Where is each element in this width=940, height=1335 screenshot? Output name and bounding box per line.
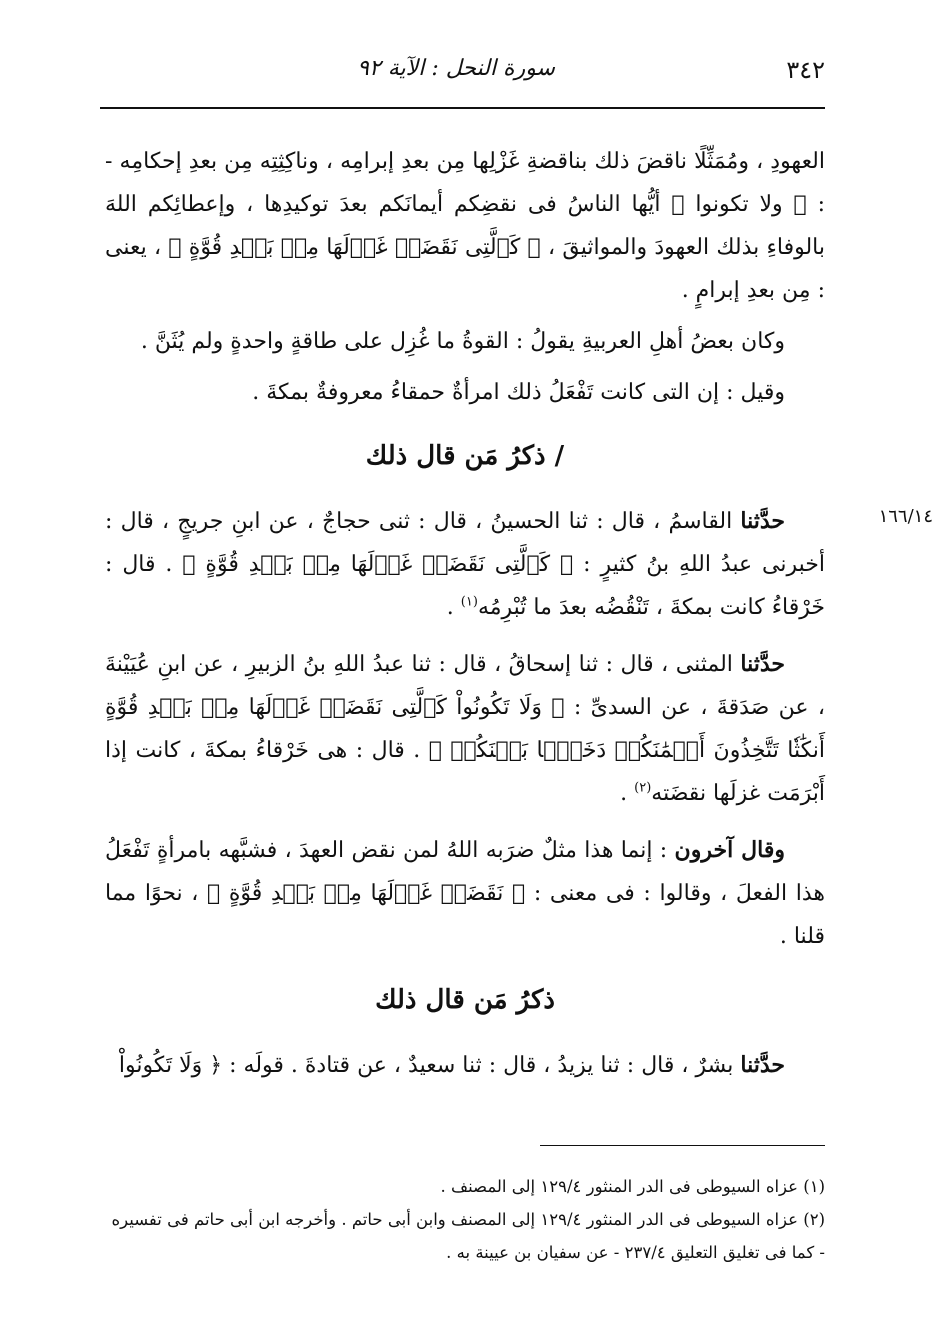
footnotes (105, 1170, 825, 1269)
paragraph-7 (105, 1044, 825, 1087)
paragraph-6-text: : إنما هذا مثلٌ ضرَبه اللهُ لمن نقض العهدَ ، فشبَّهه بامرأةٍ تَفْعَلُ هذا الفعلَ ، وقالوا : فى معنى : ﴿ نَقَضَتۡ غَزۡلَهَا مِنۢ بَعۡدِ قُوَّةٍ ﴾ ، نحوًا مما قلنا . (105, 838, 825, 949)
paragraph-7-lead: حدَّثنا (740, 1052, 785, 1078)
paragraph-5-end: . (620, 781, 635, 806)
margin-reference: ١٦٦/١٤ (878, 506, 933, 527)
paragraph-7-text: بشرٌ ، قال : ثنا يزيدُ ، قال : ثنا سعيدٌ ، عن قتادةَ . قولَه : ﴿ وَلَا تَكُونُواْ (118, 1053, 741, 1078)
running-title: سورة النحل : الآية ٩٢ (357, 56, 555, 81)
paragraph-4-lead: حدَّثنا (740, 508, 785, 534)
paragraph-6-lead: وقال آخرون (674, 837, 785, 863)
paragraph-1: العهودِ ، ومُمَثِّلًا ناقضَ ذلك بناقضةِ غَزْلِها مِن بعدِ إبرامِه ، وناكِثِتِه مِن بعدِ إحكامِه - : ﴿ ولا تكونوا ﴾ أيُّها الناسُ فى نقضِكم أيمانَكم بعدَ توكيدِها ، وإعطائِكم اللهَ بالوفاءِ بذلك العهودَ والمواثيقَ ، ﴿ كَٱلَّتِى نَقَضَتۡ غَزۡلَهَا مِنۢ بَعۡدِ قُوَّةٍ ﴾ ، يعنى : مِن بعدِ إبرامٍ . (105, 149, 825, 303)
page-number: ٣٤٢ (786, 56, 825, 84)
paragraph-4-text: القاسمُ ، قال : ثنا الحسينُ ، قال : ثنى حجاجٌ ، عن ابنِ جريجٍ ، قال : أخبرنى عبدُ اللهِ بنُ كثيرٍ : ﴿ كَٱلَّتِى نَقَضَتۡ غَزۡلَهَا مِنۢ بَعۡدِ قُوَّةٍ ﴾ . قال : خَرْقاءُ كانت بمكةَ ، تَنْقُضُه بعدَ ما تُبْرِمُه (105, 509, 825, 620)
section-heading-1: / ذكرُ مَن قال ذلك (365, 441, 565, 471)
footnote-2: (٢) عزاه السيوطى فى الدر المنثور ١٢٩/٤ إلى المصنف وابن أبى حاتم . وأخرجه ابن أبى حاتم فى تفسيره - كما فى تغليق التعليق ٢٣٧/٤ - عن سفيان بن عيينة به . (111, 1210, 825, 1262)
paragraph-5-text: المثنى ، قال : ثنا إسحاقُ ، قال : ثنا عبدُ اللهِ بنُ الزبيرِ ، عن ابنِ عُيَيْنةَ ، عن صَدَقةَ ، عن السدىِّ : ﴿ وَلَا تَكُونُواْ كَٱلَّتِى نَقَضَتۡ غَزۡلَهَا مِنۢ بَعۡدِ قُوَّةٍ أَنكَٰثٗا تَتَّخِذُونَ أَيۡمَٰنَكُمۡ دَخَلَۢا بَيۡنَكُمۡ ﴾ . قال : هى خَرْقاءُ بمكةَ ، كانت إذا أَبْرَمَت غزلَها نقضَته (105, 652, 825, 806)
footnote-1: (١) عزاه السيوطى فى الدر المنثور ١٢٩/٤ إلى المصنف . (440, 1177, 825, 1196)
footnote-marker-1: (١) (460, 594, 478, 610)
running-header (100, 52, 825, 92)
footnote-rule (540, 1145, 825, 1146)
footnote-marker-2: (٢) (634, 780, 652, 796)
paragraph-5 (105, 643, 825, 815)
paragraph-4 (105, 500, 825, 629)
main-text (105, 140, 825, 1087)
paragraph-2: وكان بعضُ أهلِ العربيةِ يقولُ : القوةُ ما غُزِل على طاقةٍ واحدةٍ ولم يُثَنَّ . (140, 329, 785, 354)
section-heading-2: ذكرُ مَن قال ذلك (375, 985, 555, 1015)
paragraph-6 (105, 829, 825, 958)
header-rule (100, 107, 825, 109)
paragraph-4-end: . (446, 595, 461, 620)
paragraph-3: وقيل : إن التى كانت تَفْعَلُ ذلك امرأةٌ حمقاءُ معروفةٌ بمكةَ . (252, 380, 785, 405)
paragraph-5-lead: حدَّثنا (740, 651, 785, 677)
